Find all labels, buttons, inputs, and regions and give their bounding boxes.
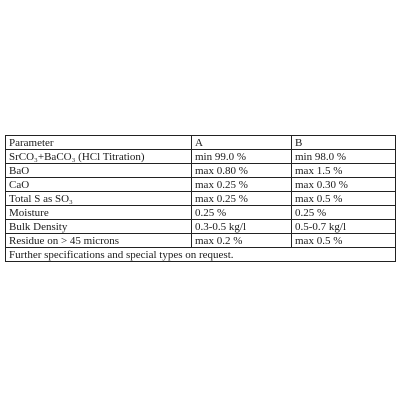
row-value-a: max 0.80 % — [192, 164, 292, 178]
row-value-a: max 0.2 % — [192, 234, 292, 248]
table-row — [6, 164, 396, 178]
header-b: B — [292, 136, 396, 150]
row-parameter: Total S as SO₃ — [6, 192, 192, 206]
row-value-b: 0.5-0.7 kg/l — [292, 220, 396, 234]
table-row — [6, 234, 396, 248]
row-value-a: 0.3-0.5 kg/l — [192, 220, 292, 234]
table-row — [6, 178, 396, 192]
row-value-a: 0.25 % — [192, 206, 292, 220]
row-value-a: max 0.25 % — [192, 192, 292, 206]
table-row — [6, 206, 396, 220]
row-parameter: Residue on > 45 microns — [6, 234, 192, 248]
specification-table — [5, 135, 396, 262]
header-row — [6, 136, 396, 150]
table-row — [6, 220, 396, 234]
footnote-row — [6, 248, 396, 262]
table-row — [6, 150, 396, 164]
row-parameter: Bulk Density — [6, 220, 192, 234]
row-value-b: max 0.5 % — [292, 192, 396, 206]
footnote-text: Further specifications and special types on request. — [6, 248, 396, 262]
row-value-a: min 99.0 % — [192, 150, 292, 164]
row-value-b: max 0.30 % — [292, 178, 396, 192]
row-parameter: SrCO₃+BaCO₃ (HCl Titration) — [6, 150, 192, 164]
row-value-b: max 1.5 % — [292, 164, 396, 178]
header-a: A — [192, 136, 292, 150]
row-parameter: BaO — [6, 164, 192, 178]
table-row — [6, 192, 396, 206]
row-parameter: Moisture — [6, 206, 192, 220]
row-value-b: min 98.0 % — [292, 150, 396, 164]
row-value-b: 0.25 % — [292, 206, 396, 220]
row-value-b: max 0.5 % — [292, 234, 396, 248]
row-value-a: max 0.25 % — [192, 178, 292, 192]
row-parameter: CaO — [6, 178, 192, 192]
header-parameter: Parameter — [6, 136, 192, 150]
